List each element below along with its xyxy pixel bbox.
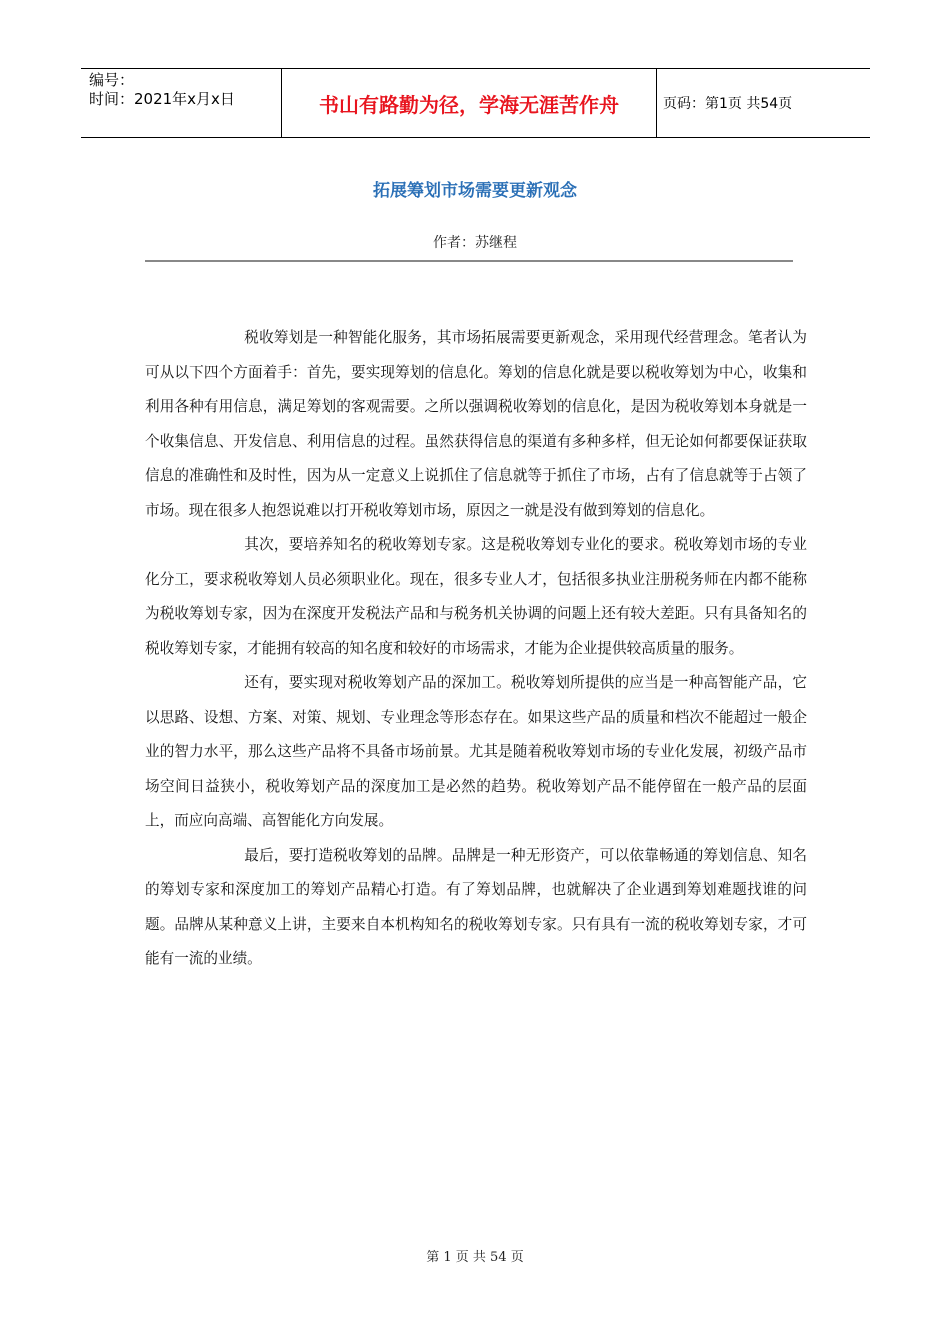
- header-page-cell: [657, 69, 870, 137]
- motto-text: 书山有路勤为径，学海无涯苦作舟: [319, 92, 619, 117]
- document-author: 作者：苏继程: [433, 235, 517, 251]
- document-body: [145, 321, 807, 977]
- header-motto-cell: [281, 69, 657, 137]
- document-header: [81, 68, 870, 138]
- page-footer: 第 1 页 共 54 页: [426, 1250, 524, 1265]
- author-divider: [145, 260, 793, 262]
- paragraph-2: 其次，要培养知名的税收筹划专家。这是税收筹划专业化的要求。税收筹划市场的专业化分工，要求税收筹划人员必须职业化。现在，很多专业人才，包括很多执业注册税务师在内都不能称为税收筹划专家，因为在深度开发税法产品和与税务机关协调的问题上还有较大差距。只有具备知名的税收筹划专家，才能拥有较高的知名度和较好的市场需求，才能为企业提供较高质量的服务。: [145, 536, 807, 657]
- page-info: 页码：第1页 共54页: [663, 96, 793, 112]
- paragraph-1: 税收筹划是一种智能化服务，其市场拓展需要更新观念，采用现代经营理念。笔者认为可从以下四个方面着手：首先，要实现筹划的信息化。筹划的信息化就是要以税收筹划为中心，收集和利用各种有用信息，满足筹划的客观需要。之所以强调税收筹划的信息化，是因为税收筹划本身就是一个收集信息、开发信息、利用信息的过程。虽然获得信息的渠道有多种多样，但无论如何都要保证获取信息的准确性和及时性，因为从一定意义上说抓住了信息就等于抓住了市场，占有了信息就等于占领了市场。现在很多人抱怨说难以打开税收筹划市场，原因之一就是没有做到筹划的信息化。: [145, 329, 807, 519]
- paragraph-4: 最后，要打造税收筹划的品牌。品牌是一种无形资产，可以依靠畅通的筹划信息、知名的筹划专家和深度加工的筹划产品精心打造。有了筹划品牌，也就解决了企业遇到筹划难题找谁的问题。品牌从某种意义上讲，主要来自本机构知名的税收筹划专家。只有具有一流的税收筹划专家，才可能有一流的业绩。: [145, 846, 807, 967]
- time-label: 时间：2021年x月x日: [89, 90, 235, 108]
- paragraph-3: 还有，要实现对税收筹划产品的深加工。税收筹划所提供的应当是一种高智能产品，它以思路、设想、方案、对策、规划、专业理念等形态存在。如果这些产品的质量和档次不能超过一般企业的智力水平，那么这些产品将不具备市场前景。尤其是随着税收筹划市场的专业化发展，初级产品市场空间日益狭小，税收筹划产品的深度加工是必然的趋势。税收筹划产品不能停留在一般产品的层面上，而应向高端、高智能化方向发展。: [145, 674, 807, 829]
- number-label: 编号：: [89, 71, 135, 89]
- document-title: 拓展筹划市场需要更新观念: [373, 181, 577, 201]
- header-meta-cell: [81, 69, 281, 137]
